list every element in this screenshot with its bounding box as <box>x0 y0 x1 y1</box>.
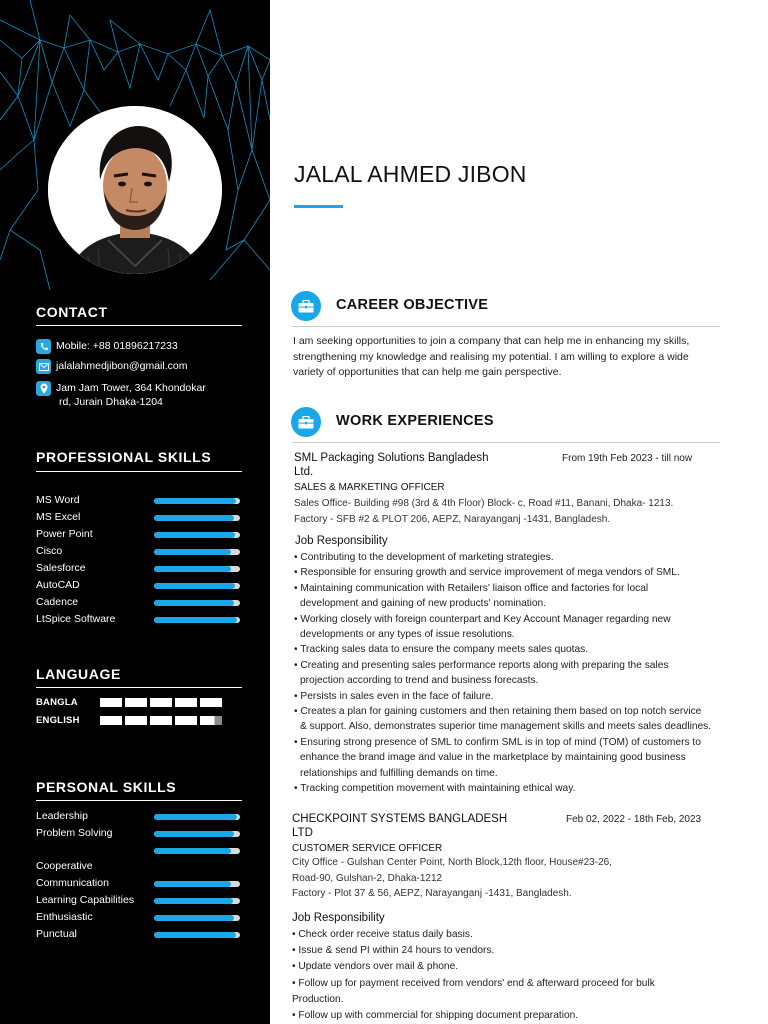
professional-skill-label: Power Point <box>36 528 93 540</box>
job1-responsibility-item: • Responsible for ensuring growth and service improvement of mega vendors of SML. <box>294 567 680 579</box>
contact-mobile-text: Mobile: +88 01896217233 <box>56 340 178 352</box>
personal-skills-divider <box>36 800 242 801</box>
language-row <box>36 715 242 727</box>
professional-skills-heading: PROFESSIONAL SKILLS <box>36 449 212 465</box>
job1-company <box>294 451 514 479</box>
job2-address-3: Factory - Plot 37 & 56, AEPZ, Narayanganj -1431, Bangladesh. <box>292 888 572 899</box>
personal-skill-level-fill <box>154 915 234 921</box>
job1-company-line-1: SML Packaging Solutions Bangladesh <box>294 452 489 464</box>
language-label: BANGLA <box>36 697 78 708</box>
job1-address-2: Factory - SFB #2 & PLOT 206, AEPZ, Narayanganj -1431, Bangladesh. <box>294 514 611 525</box>
career-objective-divider <box>292 326 720 327</box>
professional-skill-level-fill <box>154 532 235 538</box>
professional-skill-level-bar <box>154 566 240 572</box>
job1-responsibility-item: • Creating and presenting sales performance reports along with preparing the sales <box>294 659 669 671</box>
job1-responsibility-item: • Contributing to the development of marketing strategies. <box>294 552 554 563</box>
personal-skill-level-bar <box>154 932 240 938</box>
professional-skill-level-bar <box>154 498 240 504</box>
professional-skill-level-bar <box>154 532 240 538</box>
professional-skill-label: LtSpice Software <box>36 613 116 625</box>
personal-skill-level-fill <box>154 932 236 938</box>
language-level-block <box>150 716 172 725</box>
personal-skill-label: Punctual <box>36 927 77 940</box>
job2-responsibility-item: • Follow up with commercial for shipping document preparation. <box>292 1010 579 1021</box>
job1-company-line-2: Ltd. <box>294 466 314 478</box>
job1-address-1: Sales Office- Building #98 (3rd & 4th Floor) Block- c, Road #11, Banani, Dhaka- 1213. <box>294 498 674 509</box>
professional-skills-divider <box>36 471 242 472</box>
personal-skill-level-fill <box>154 814 237 820</box>
language-level-blocks <box>100 716 222 725</box>
location-pin-icon <box>36 381 51 396</box>
job1-responsibility-heading: Job Responsibility <box>295 535 388 547</box>
job1-responsibility-item: • Working closely with foreign counterpart and Key Account Manager regarding new <box>294 613 671 625</box>
email-icon <box>36 359 51 374</box>
career-objective-title: CAREER OBJECTIVE <box>336 297 489 313</box>
professional-skill-label: MS Word <box>36 494 80 506</box>
contact-mobile <box>36 339 178 354</box>
personal-skill-level-fill <box>154 848 231 854</box>
job1-responsibility-item: projection according to trend and business forecasts. <box>300 675 539 687</box>
personal-skill-level-bar <box>154 814 240 820</box>
professional-skill-label: Cisco <box>36 545 63 557</box>
language-divider <box>36 687 242 688</box>
personal-skill-label: Leadership <box>36 810 88 822</box>
personal-skill-row <box>36 843 242 859</box>
job2-company-line-2: LTD <box>292 827 313 839</box>
personal-skill-level-fill <box>154 898 233 904</box>
job1-responsibility-item: enhance the brand image and value in the marketplace by maintaining good business <box>300 752 686 764</box>
job1-responsibility-item: • Tracking competition movement with maintaining ethical way. <box>294 783 576 794</box>
professional-skill-row <box>36 578 242 594</box>
professional-skill-level-bar <box>154 549 240 555</box>
job1-responsibility-item: development and gaining of new products' nomination. <box>300 598 547 610</box>
professional-skill-row <box>36 493 242 509</box>
professional-skill-level-fill <box>154 498 236 504</box>
professional-skill-level-fill <box>154 583 235 589</box>
professional-skill-level-bar <box>154 617 240 623</box>
personal-skill-label: Problem Solving <box>36 826 113 839</box>
personal-skills-heading: PERSONAL SKILLS <box>36 779 177 795</box>
personal-skill-row <box>36 809 242 825</box>
personal-skill-row <box>36 876 242 892</box>
professional-skill-level-bar <box>154 600 240 606</box>
address-line-2: rd, Jurain Dhaka-1204 <box>59 396 163 408</box>
personal-skill-level-bar <box>154 881 240 887</box>
job2-company <box>292 812 522 840</box>
contact-email-text[interactable]: jalalahmedjibon@gmail.com <box>56 360 188 372</box>
phone-icon <box>36 339 51 354</box>
personal-skill-label: Enthusiastic <box>36 910 93 923</box>
briefcase-icon <box>291 291 321 321</box>
professional-skill-level-fill <box>154 600 234 606</box>
contact-heading: CONTACT <box>36 304 108 320</box>
job1-responsibility-item: • Tracking sales data to ensure the company meets sales quotas. <box>294 644 589 656</box>
work-experiences-divider <box>292 442 720 443</box>
language-level-block <box>100 716 122 725</box>
job2-responsibility-item: • Follow up for payment received from vendors' end & afterward proceed for bulk <box>292 977 655 989</box>
professional-skill-row <box>36 510 242 526</box>
personal-skill-label: Learning Capabilities <box>36 894 135 906</box>
contact-address-text <box>56 381 206 409</box>
name-accent-line <box>294 205 343 208</box>
professional-skill-row <box>36 561 242 577</box>
job2-company-line-1: CHECKPOINT SYSTEMS BANGLADESH <box>292 813 508 825</box>
job2-responsibility-item: Production. <box>292 993 344 1005</box>
personal-skill-level-bar <box>154 898 240 904</box>
personal-skill-row <box>36 859 242 875</box>
professional-skill-row <box>36 544 242 560</box>
contact-address <box>36 381 206 409</box>
professional-skill-label: Cadence <box>36 596 79 608</box>
briefcase-icon <box>291 407 321 437</box>
language-level-block <box>125 698 147 707</box>
job2-address-2: Road-90, Gulshan-2, Dhaka-1212 <box>292 873 443 884</box>
job1-responsibility-item: relationships and fulfilling demands on time. <box>300 767 498 779</box>
job1-responsibility-item: • Persists in sales even in the face of failure. <box>294 690 494 702</box>
profile-photo <box>48 106 222 274</box>
address-line-1: Jam Jam Tower, 364 Khondokar <box>56 382 206 394</box>
job2-dates: Feb 02, 2022 - 18th Feb, 2023 <box>566 814 702 825</box>
job1-responsibility-item: • Creates a plan for gaining customers and then retaining them based on top notch service <box>294 706 702 717</box>
personal-skill-row <box>36 910 242 926</box>
professional-skill-label: AutoCAD <box>36 579 80 591</box>
job2-responsibility-item: • Update vendors over mail & phone. <box>292 961 459 973</box>
personal-skill-level-bar <box>154 915 240 921</box>
language-label: ENGLISH <box>36 715 80 726</box>
career-objective-text <box>293 334 723 381</box>
professional-skill-row <box>36 595 242 611</box>
professional-skill-label: Salesforce <box>36 562 86 574</box>
personal-skill-label: Communication <box>36 877 109 890</box>
language-level-block <box>125 716 147 725</box>
objective-line-3: variety of opportunities that can help me gain perspective. <box>293 366 562 378</box>
work-experiences-title: WORK EXPERIENCES <box>336 413 494 429</box>
job2-role: CUSTOMER SERVICE OFFICER <box>292 843 443 854</box>
professional-skill-row <box>36 612 242 628</box>
candidate-name: JALAL AHMED JIBON <box>294 161 527 187</box>
professional-skill-level-fill <box>154 617 237 623</box>
job1-role: SALES & MARKETING OFFICER <box>294 482 445 493</box>
professional-skill-level-bar <box>154 515 240 521</box>
sidebar <box>0 0 270 1024</box>
personal-skill-row <box>36 826 242 842</box>
personal-skill-row <box>36 893 242 909</box>
professional-skill-row <box>36 527 242 543</box>
professional-skill-level-fill <box>154 549 231 555</box>
personal-skill-level-bar <box>154 831 240 837</box>
professional-skill-level-fill <box>154 566 231 572</box>
language-level-block <box>150 698 172 707</box>
professional-skill-level-fill <box>154 515 234 521</box>
job1-responsibility-item: & support. Also, demonstrates superior time management skills and meets sales deadlines. <box>300 721 712 733</box>
language-level-block <box>200 716 222 725</box>
language-level-block <box>200 698 222 707</box>
job2-responsibility-heading: Job Responsibility <box>292 912 385 924</box>
job1-responsibility-item: • Maintaining communication with Retailers' liaison office and factories for local <box>294 582 649 594</box>
language-level-blocks <box>100 698 222 707</box>
language-row <box>36 697 242 709</box>
language-level-block <box>175 698 197 707</box>
contact-divider <box>36 325 242 326</box>
objective-line-1: I am seeking opportunities to join a company that can help me in enhancing my skills, <box>293 335 690 347</box>
contact-email[interactable] <box>36 359 187 374</box>
personal-skill-label: Cooperative <box>36 860 93 873</box>
personal-skill-level-bar <box>154 848 240 854</box>
language-level-block <box>175 716 197 725</box>
job2-responsibility-item: • Issue & send PI within 24 hours to vendors. <box>292 945 495 957</box>
professional-skill-level-bar <box>154 583 240 589</box>
professional-skill-label: MS Excel <box>36 511 81 523</box>
language-heading: LANGUAGE <box>36 666 121 682</box>
personal-skill-level-fill <box>154 881 231 887</box>
personal-skill-level-fill <box>154 831 234 837</box>
job1-responsibility-item: • Ensuring strong presence of SML to confirm SML is in top of mind (TOM) of customers to <box>294 736 701 748</box>
language-level-block <box>100 698 122 707</box>
job1-dates: From 19th Feb 2023 - till now <box>562 453 693 464</box>
job1-responsibility-item: developments or any types of issue resolutions. <box>300 629 515 640</box>
objective-line-2: strengthening my knowledge and realising my potential. I am willing to explore a wide <box>293 350 689 363</box>
personal-skill-row <box>36 927 242 943</box>
job2-responsibility-item: • Check order receive status daily basis. <box>292 929 473 940</box>
job2-address-1: City Office - Gulshan Center Point, North Block,12th floor, House#23-26, <box>292 857 612 868</box>
